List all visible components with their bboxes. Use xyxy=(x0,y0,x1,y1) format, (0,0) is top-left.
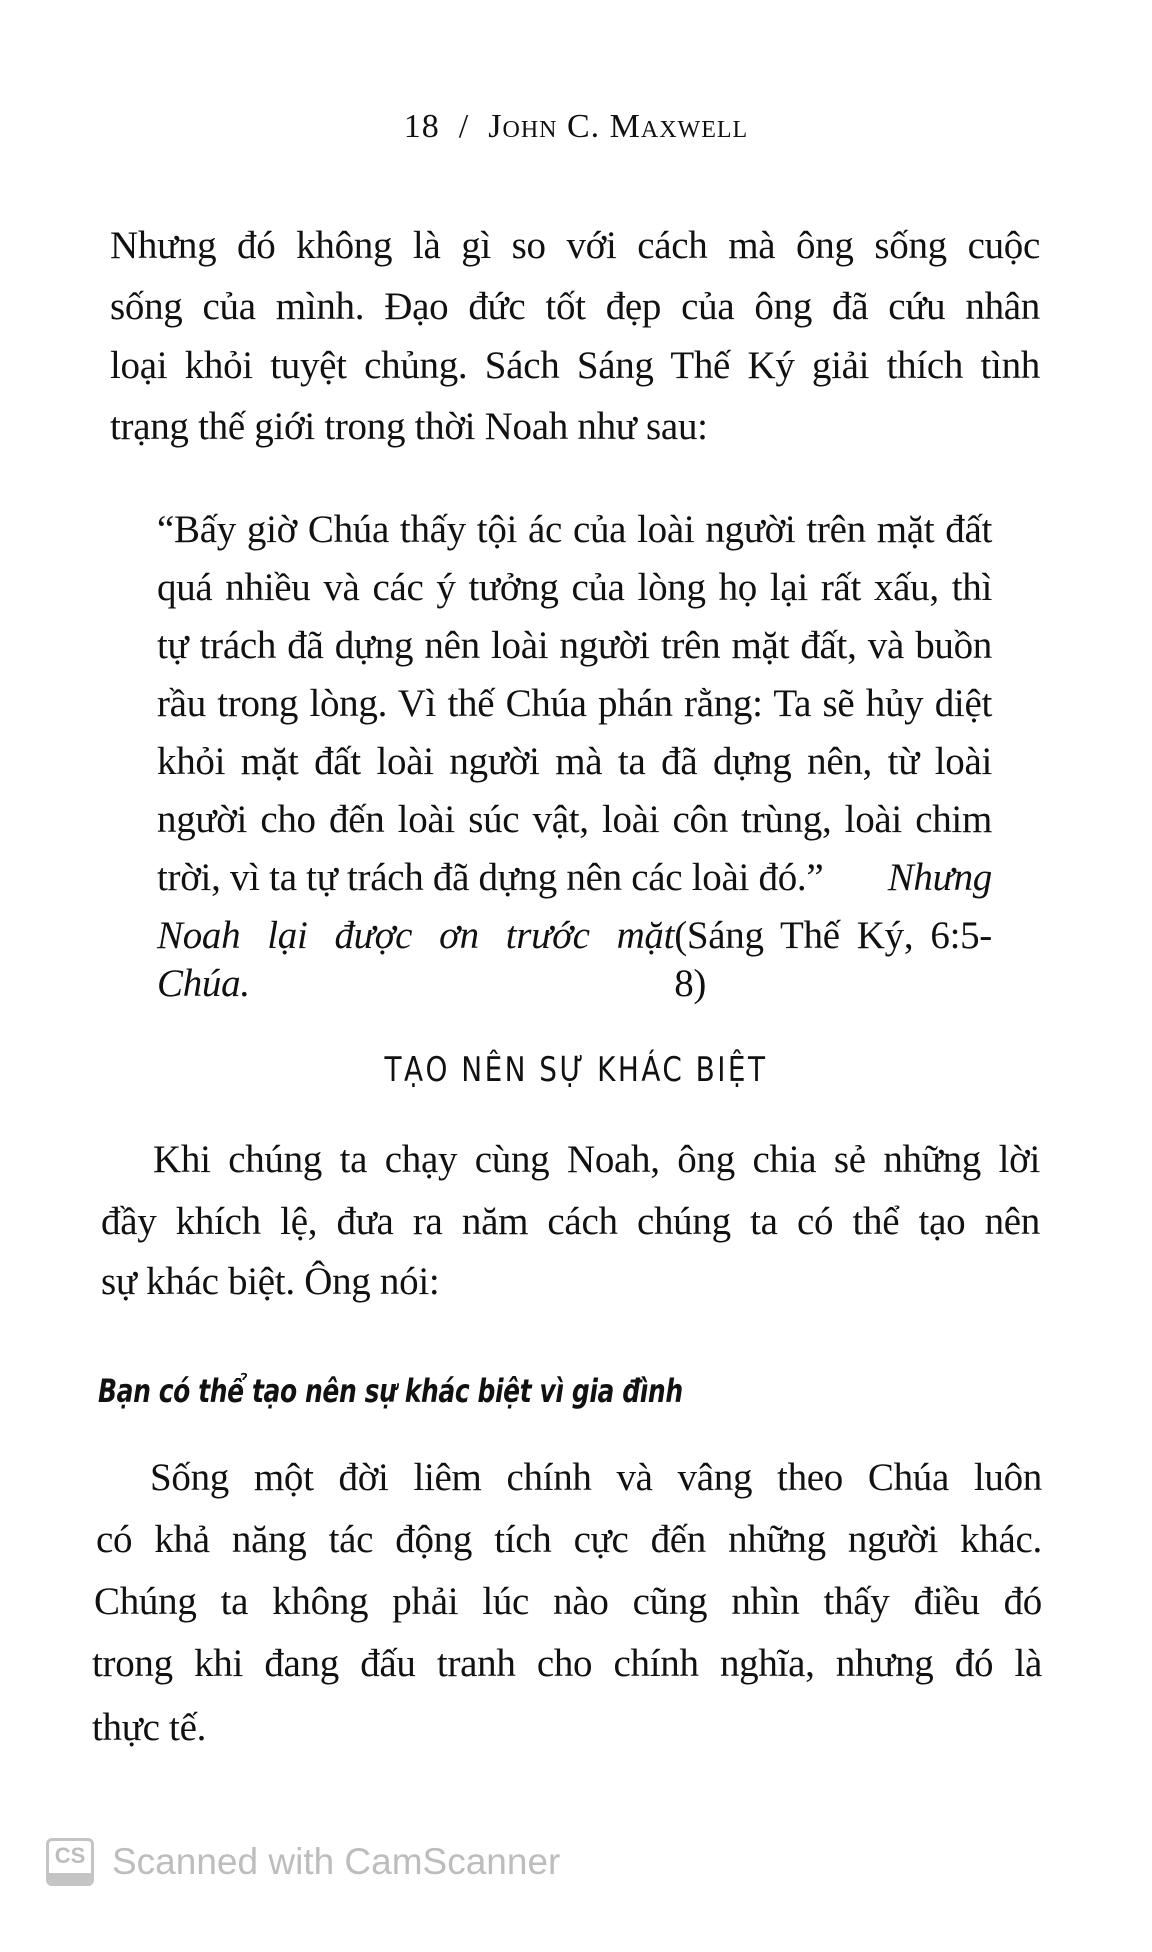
text-line: có khả năng tác động tích cực đến những người khác. xyxy=(96,1518,1042,1561)
page-number: 18 xyxy=(403,108,440,145)
author-name: John C. Maxwell xyxy=(488,108,749,145)
text-line: loại khỏi tuyệt chủng. Sách Sáng Thế Ký giải thích tình xyxy=(110,344,1040,387)
text-line: thực tế. xyxy=(92,1706,207,1749)
text-line: Sống một đời liêm chính và vâng theo Chúa luôn xyxy=(150,1456,1042,1499)
section-heading: TẠO NÊN SỰ KHÁC BIỆT xyxy=(384,1050,768,1090)
text-line: Khi chúng ta chạy cùng Noah, ông chia sẻ những lời xyxy=(153,1138,1040,1181)
subheading: Bạn có thể tạo nên sự khác biệt vì gia đình xyxy=(98,1372,683,1410)
quote-line: quá nhiều và các ý tưởng của lòng họ lại rất xấu, thì xyxy=(157,566,992,609)
scripture-reference: (Sáng Thế Ký, 6:5-8) xyxy=(674,914,992,1005)
quote-line: khỏi mặt đất loài người mà ta đã dựng nên, từ loài xyxy=(157,740,992,783)
text-line: Nhưng đó không là gì so với cách mà ông sống cuộc xyxy=(110,224,1040,267)
watermark-text: Scanned with CamScanner xyxy=(112,1841,561,1882)
camscanner-watermark xyxy=(46,1838,560,1886)
text-line: sống của mình. Đạo đức tốt đẹp của ông đã cứu nhân xyxy=(110,285,1040,328)
text-line: Chúng ta không phải lúc nào cũng nhìn thấy điều đó xyxy=(94,1580,1042,1623)
header-separator: / xyxy=(458,108,470,145)
quote-italic-text: Nhưng xyxy=(887,856,992,899)
quote-line: rầu trong lòng. Vì thế Chúa phán rằng: Ta sẽ hủy diệt xyxy=(157,682,992,725)
quote-italic-text: Noah lại được ơn trước mặt Chúa. xyxy=(157,914,675,1005)
quote-line xyxy=(157,912,992,1005)
quote-line: tự trách đã dựng nên loài người trên mặt đất, và buồn xyxy=(157,624,992,667)
running-header xyxy=(0,108,1152,146)
text-line: trạng thế giới trong thời Noah như sau: xyxy=(110,405,708,448)
text-line: sự khác biệt. Ông nói: xyxy=(101,1260,440,1303)
text-line: đầy khích lệ, đưa ra năm cách chúng ta có thể tạo nên xyxy=(101,1200,1040,1243)
camscanner-logo-icon: CS xyxy=(46,1838,94,1886)
quote-text: trời, vì ta tự trách đã dựng nên các loài đó.” xyxy=(157,856,824,899)
quote-line xyxy=(157,854,992,902)
quote-line: người cho đến loài súc vật, loài côn trùng, loài chim xyxy=(157,798,992,841)
text-line: trong khi đang đấu tranh cho chính nghĩa, nhưng đó là xyxy=(92,1642,1042,1685)
quote-line: “Bấy giờ Chúa thấy tội ác của loài người trên mặt đất xyxy=(157,508,992,551)
